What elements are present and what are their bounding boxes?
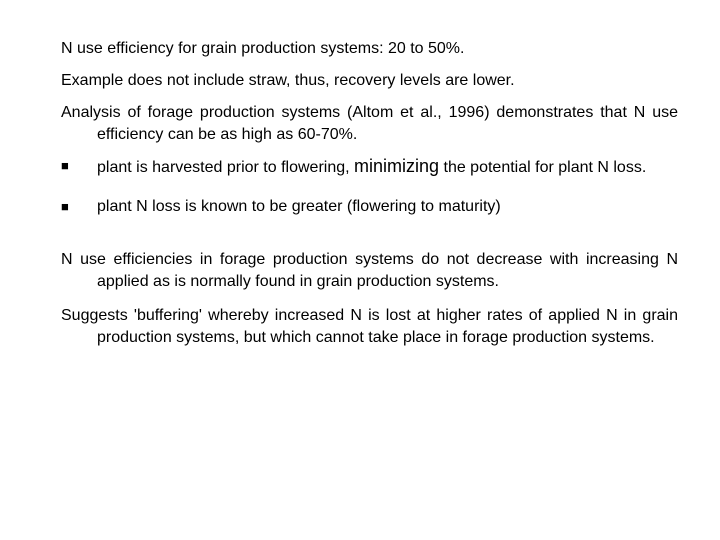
list-item bbox=[61, 155, 678, 179]
forage-efficiency-paragraph: N use efficiencies in forage production systems do not decrease with increasing N applied as is normally found in grain production systems. bbox=[61, 251, 678, 290]
forage-analysis-paragraph: Analysis of forage production systems (Altom et al., 1996) demonstrates that N use efficiency can be as high as 60-70%. bbox=[61, 104, 678, 143]
bullet-text-start: plant is harvested prior to flowering, bbox=[97, 159, 355, 176]
slide-body bbox=[61, 38, 678, 349]
buffering-paragraph: Suggests 'buffering' whereby increased N is lost at higher rates of applied N in grain production systems, but which cannot take place in forage production systems. bbox=[61, 307, 678, 346]
square-bullet-icon: ■ bbox=[61, 158, 69, 173]
bullet-text-emphasis: minimizing bbox=[354, 156, 440, 176]
bullet-text-end: the potential for plant N loss. bbox=[439, 159, 647, 176]
straw-note-paragraph: Example does not include straw, thus, recovery levels are lower. bbox=[61, 72, 515, 89]
grain-efficiency-paragraph: N use efficiency for grain production systems: 20 to 50%. bbox=[61, 40, 465, 57]
forage-reasons-list bbox=[61, 155, 678, 218]
list-item bbox=[61, 196, 678, 218]
bullet-text: plant N loss is known to be greater (flowering to maturity) bbox=[97, 198, 501, 215]
square-bullet-icon: ■ bbox=[61, 199, 69, 214]
